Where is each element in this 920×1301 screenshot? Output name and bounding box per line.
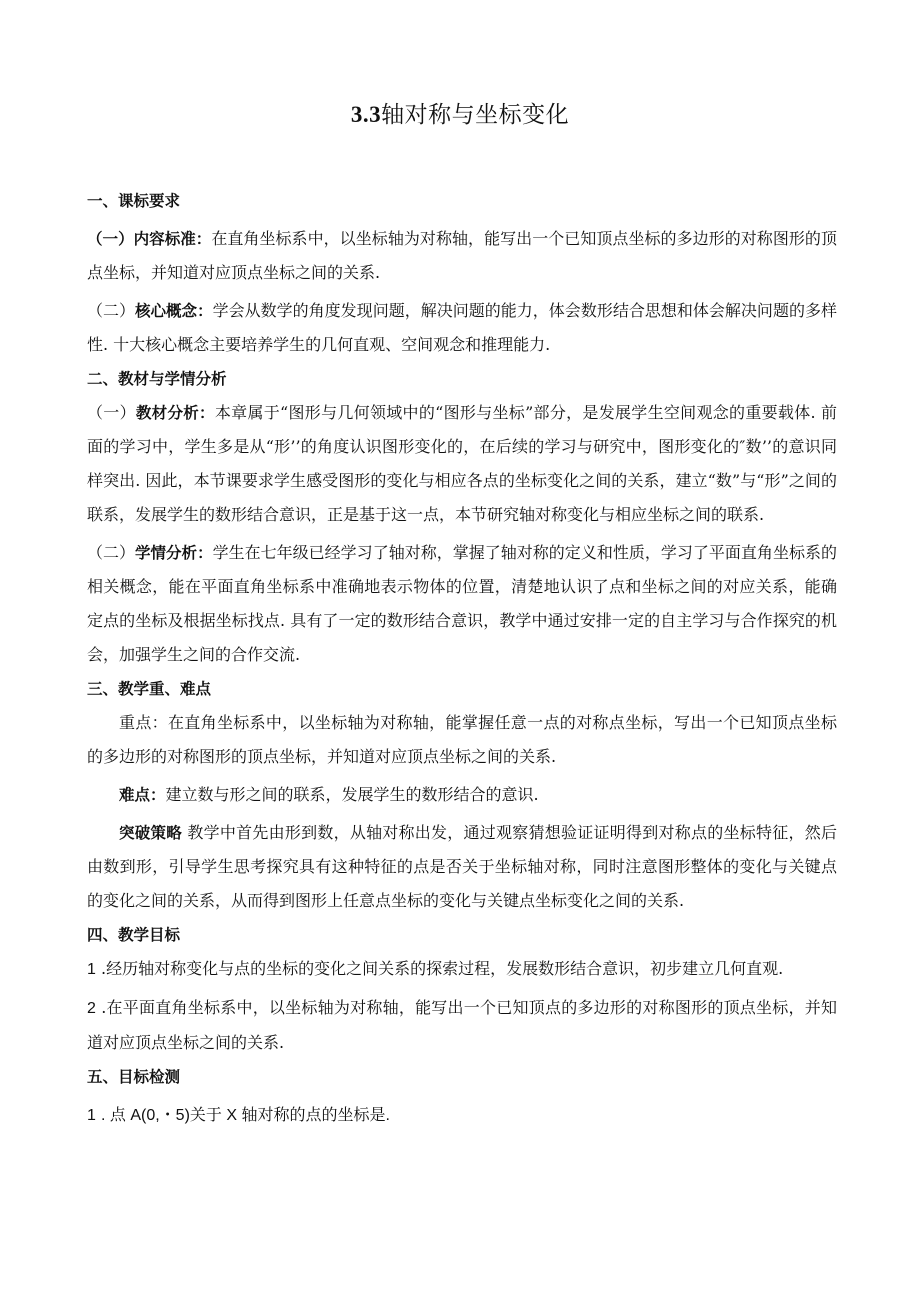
key-point-paragraph: 重点：在直角坐标系中，以坐标轴为对称轴，能掌握任意一点的对称点坐标，写出一个已知顶点坐标的多边形的对称图形的顶点坐标，并知道对应顶点坐标之间的关系. [87,713,837,766]
textbook-analysis-text: 本章属于“图形与几何领域中的“图形与坐标”部分，是发展学生空间观念的重要载体. 前面的学习中，学生多是从“形’’的角度认识图形变化的，在后续的学习与研究中，图形变化的″数’’的意识同样突出. 因此，本节课要求学生感受图形的变化与相应各点的坐标变化之间的关系，建立“数”与“形”之间的联系，发展学生的数形结合意识，正是基于这一点，本节研究轴对称变化与相应坐标之间的联系. [87,403,837,524]
objective-2-text: .在平面直角坐标系中，以坐标轴为对称轴，能写出一个已知顶点的多边形的对称图形的顶点坐标，并知道对应顶点坐标之间的关系. [87,998,837,1052]
difficulty-paragraph [87,778,837,812]
strategy-paragraph [87,816,837,918]
title-number: 3.3 [350,102,382,127]
objective-item-2 [87,991,837,1060]
student-analysis-label: 学情分析： [135,544,213,562]
document-body [87,184,837,1133]
student-analysis-prefix: （二） [87,543,136,562]
page-title [0,96,920,129]
textbook-analysis-label: 教材分析： [135,404,215,422]
test-1-text: . 点 A(0,・5)关于 X 轴对称的点的坐标是. [101,1107,390,1124]
section-heading-5: 五、目标检测 [87,1068,181,1086]
student-analysis-paragraph [87,536,837,672]
textbook-analysis-prefix: （一） [87,403,136,422]
core-concept-prefix: （二） [87,301,136,320]
difficulty-label: 难点： [119,786,166,804]
objective-item-1 [87,952,837,987]
core-concept-paragraph [87,294,837,362]
strategy-label: 突破策略 [119,824,182,842]
objective-1-number: 1 [87,961,96,978]
difficulty-text: 建立数与形之间的联系，发展学生的数形结合的意识. [165,785,539,804]
test-1-number: 1 [87,1107,96,1124]
textbook-analysis-paragraph [87,396,837,532]
core-concept-label: 核心概念： [135,302,213,320]
content-standard-paragraph [87,222,837,290]
student-analysis-text: 学生在七年级已经学习了轴对称，掌握了轴对称的定义和性质，学习了平面直角坐标系的相关概念，能在平面直角坐标系中准确地表示物体的位置，清楚地认识了点和坐标之间的对应关系，能确定点的坐标及根据坐标找点. 具有了一定的数形结合意识，教学中通过安排一定的自主学习与合作探究的机会，加强学生之间的合作交流. [87,543,837,664]
section-heading-1: 一、课标要求 [87,192,181,210]
strategy-text: 教学中首先由形到数，从轴对称出发，通过观察猜想验证证明得到对称点的坐标特征，然后由数到形，引导学生思考探究具有这种特征的点是否关于坐标轴对称，同时注意图形整体的变化与关键点的变化之间的关系，从而得到图形上任意点坐标的变化与关键点坐标变化之间的关系. [87,823,837,910]
section-heading-4: 四、教学目标 [87,926,181,944]
section-heading-2: 二、教材与学情分析 [87,370,227,388]
objective-1-text: .经历轴对称变化与点的坐标的变化之间关系的探索过程，发展数形结合意识，初步建立几何直观. [101,959,784,978]
title-text: 轴对称与坐标变化 [381,102,570,128]
test-item-1 [87,1098,837,1133]
section-heading-3: 三、教学重、难点 [87,680,212,698]
content-standard-label: （一）内容标准： [87,230,212,248]
content-standard-text: 在直角坐标系中，以坐标轴为对称轴，能写出一个已知顶点坐标的多边形的对称图形的顶点坐标，并知道对应顶点坐标之间的关系. [87,229,837,282]
objective-2-number: 2 [87,1000,96,1017]
core-concept-text: 学会从数学的角度发现问题，解决问题的能力，体会数形结合思想和体会解决问题的多样性. 十大核心概念主要培养学生的几何直观、空间观念和推理能力. [87,301,837,354]
